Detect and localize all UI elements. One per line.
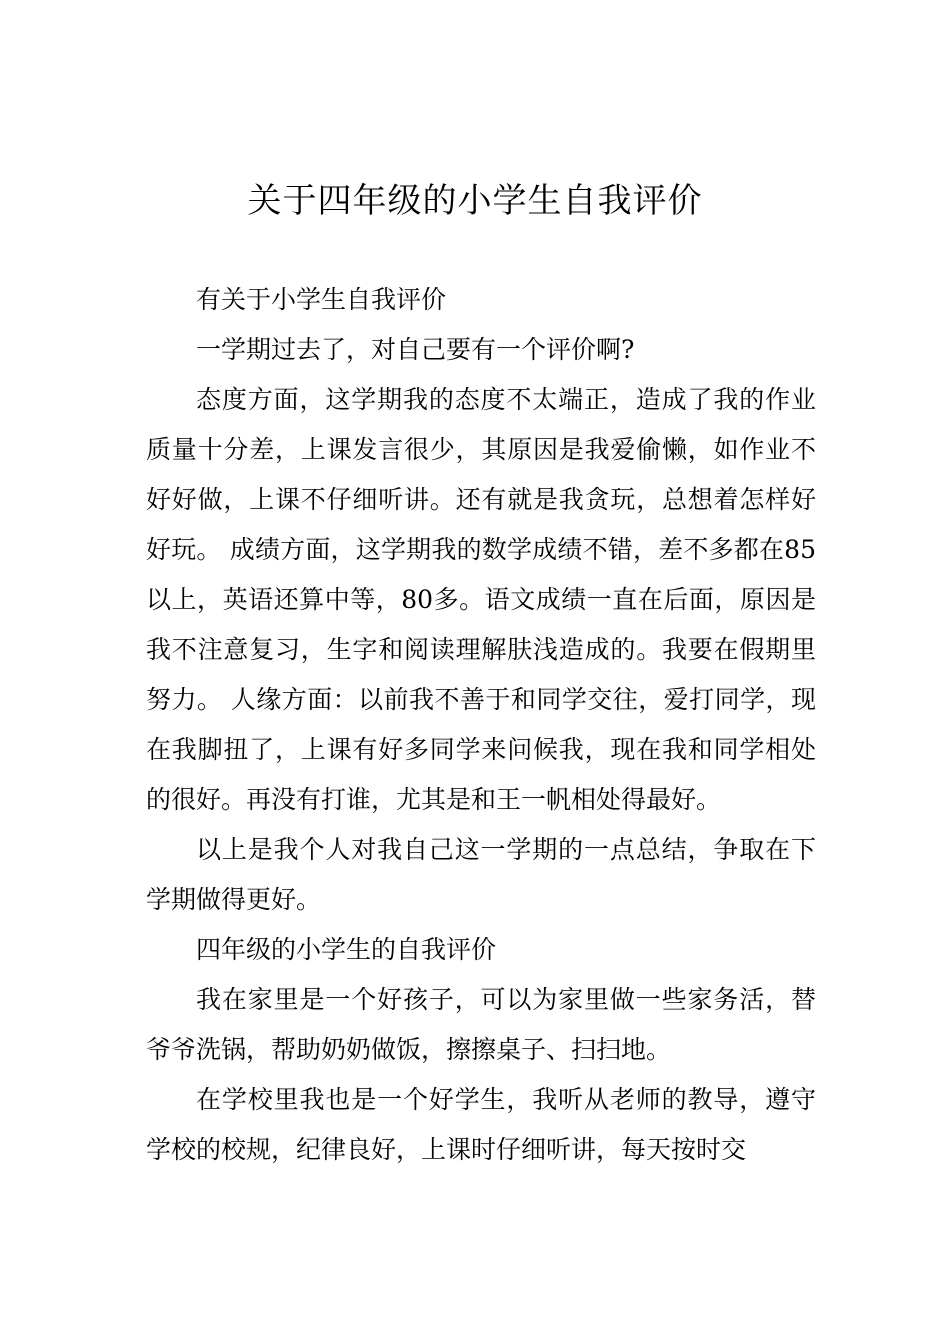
paragraph-self-review: 态度方面，这学期我的态度不太端正，造成了我的作业质量十分差，上课发言很少，其原因是我爱偷懒，如作业不好好做，上课不仔细听讲。还有就是我贪玩，总想着怎样好好玩。 成绩方面，这学期我的数学成绩不错，差不多都在85以上，英语还算中等，80多。语文成绩一直在后面，原因是我不注意复习，生字和阅读理解肤浅造成的。我要在假期里努力。 人缘方面：以前我不善于和同学交往，爱打同学，现在我脚扭了，上课有好多同学来问候我，现在我和同学相处的很好。再没有打谁，尤其是和王一帆相处得最好。 bbox=[146, 385, 816, 814]
paragraph-summary: 以上是我个人对我自己这一学期的一点总结，争取在下学期做得更好。 bbox=[146, 835, 816, 914]
paragraph-opening-question: 一学期过去了，对自己要有一个评价啊? bbox=[196, 335, 635, 364]
paragraph-second-heading: 四年级的小学生的自我评价 bbox=[196, 935, 497, 964]
document-title: 关于四年级的小学生自我评价 bbox=[247, 181, 703, 221]
paragraph-school: 在学校里我也是一个好学生，我听从老师的教导，遵守学校的校规，纪律良好，上课时仔细听讲，每天按时交 bbox=[146, 1085, 816, 1164]
paragraph-home: 我在家里是一个好孩子，可以为家里做一些家务活，替爷爷洗锅，帮助奶奶做饭，擦擦桌子、扫扫地。 bbox=[146, 985, 816, 1064]
paragraph-intro-heading: 有关于小学生自我评价 bbox=[196, 285, 447, 314]
document-body bbox=[146, 275, 816, 1175]
